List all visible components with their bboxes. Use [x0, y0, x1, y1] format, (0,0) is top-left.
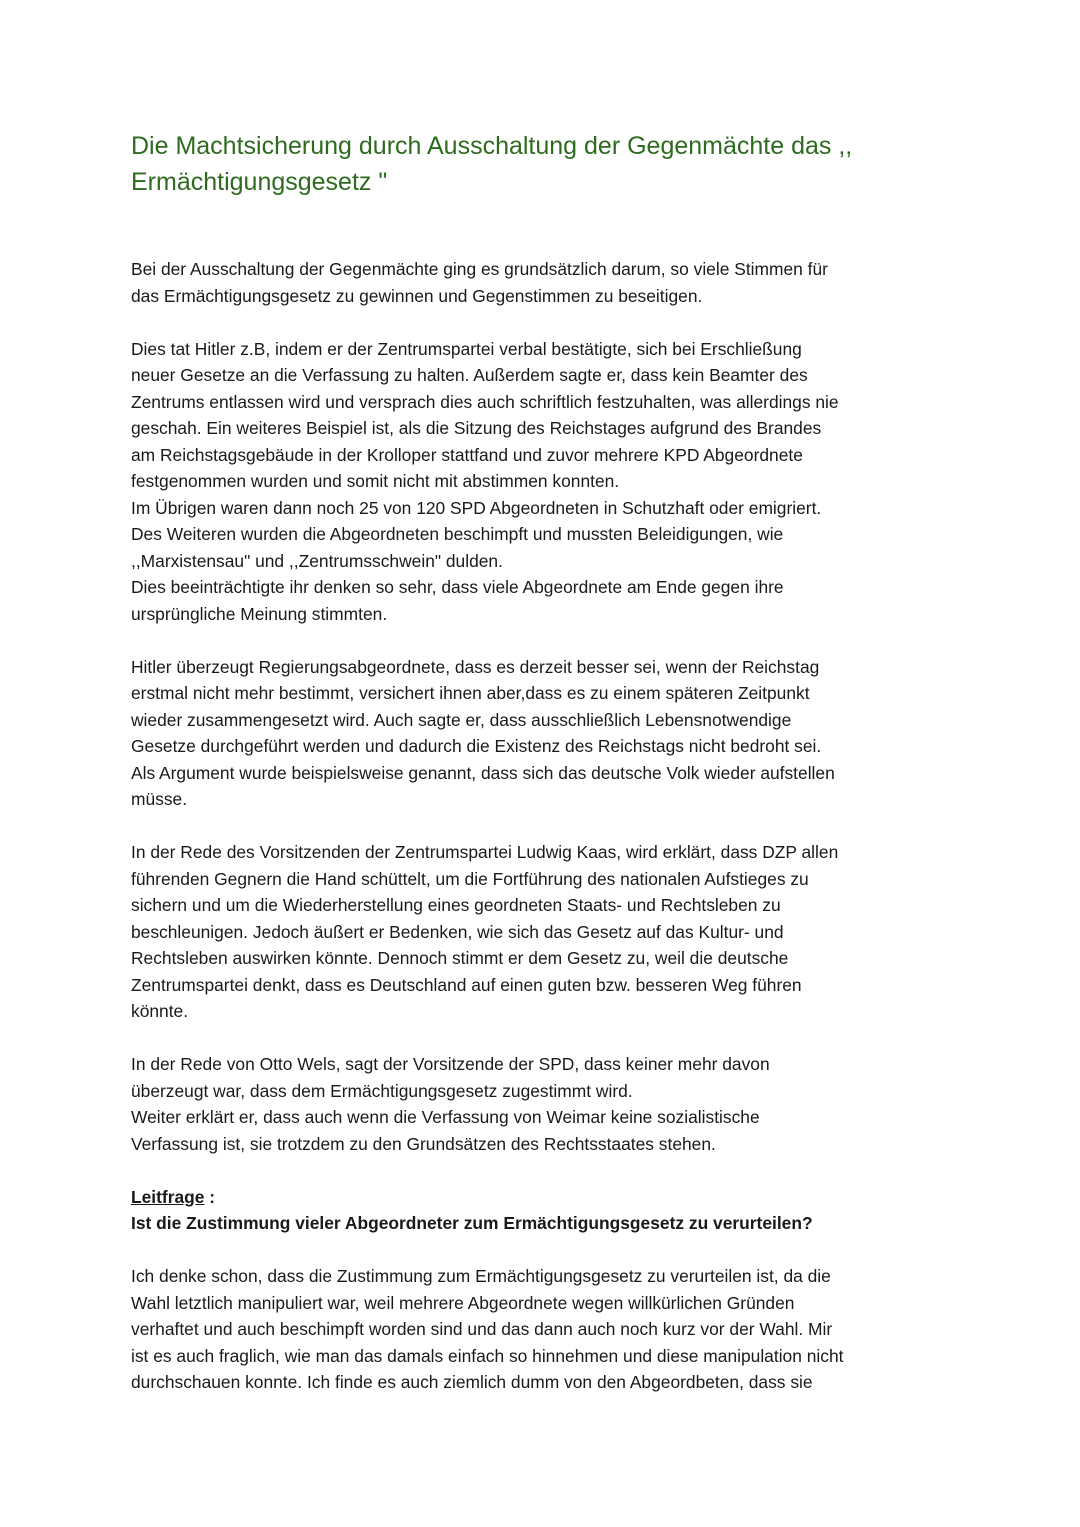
text-line: Bei der Ausschaltung der Gegenmächte ging es grundsätzlich darum, so viele Stimmen für [131, 259, 828, 279]
document-body [131, 256, 961, 1422]
text-line: In der Rede des Vorsitzenden der Zentrumspartei Ludwig Kaas, wird erklärt, dass DZP allen [131, 842, 839, 862]
paragraph-wels-speech [131, 1051, 961, 1157]
text-line: festgenommen wurden und somit nicht mit abstimmen konnten. [131, 471, 620, 491]
leitfrage-label: Leitfrage [131, 1186, 205, 1207]
text-line: Hitler überzeugt Regierungsabgeordnete, dass es derzeit besser sei, wenn der Reichstag [131, 656, 820, 677]
text-line: ,,Marxistensau" und ,,Zentrumsschwein" dulden. [131, 550, 503, 571]
text-line: In der Rede von Otto Wels, sagt der Vorsitzende der SPD, dass keiner mehr davon [131, 1054, 770, 1074]
paragraph-government-deputies [131, 654, 961, 813]
text-line: Als Argument wurde beispielsweise genannt, dass sich das deutsche Volk wieder aufstellen [131, 762, 835, 783]
text-line: Zentrums entlassen wird und versprach dies auch schriftlich festzuhalten, was allerdings nie [131, 391, 839, 412]
title-line: Die Machtsicherung durch Ausschaltung der Gegenmächte das ,, [131, 132, 853, 160]
text-line: ist es auch fraglich, wie man das damals einfach so hinnehmen und diese manipulation nicht [131, 1345, 844, 1366]
text-line: wieder zusammengesetzt wird. Auch sagte er, dass ausschließlich Lebensnotwendige [131, 709, 792, 730]
text-line: Verfassung ist, sie trotzdem zu den Grundsätzen des Rechtsstaates stehen. [131, 1133, 716, 1154]
text-line: Dies beeinträchtigte ihr denken so sehr, dass viele Abgeordnete am Ende gegen ihre [131, 577, 784, 597]
text-line: Im Übrigen waren dann noch 25 von 120 SPD Abgeordneten in Schutzhaft oder emigriert. [131, 497, 822, 518]
text-line: verhaftet und auch beschimpft worden sind und das dann auch noch kurz vor der Wahl. Mir [131, 1319, 833, 1339]
page-title [131, 128, 951, 200]
text-line: geschah. Ein weiteres Beispiel ist, als die Sitzung des Reichstages aufgrund des Brandes [131, 418, 822, 438]
leitfrage-question: Ist die Zustimmung vieler Abgeordneter zum Ermächtigungsgesetz zu verurteilen? [131, 1213, 813, 1233]
leitfrage-heading [131, 1184, 961, 1211]
paragraph-kaas-speech [131, 839, 961, 1025]
text-line: am Reichstagsgebäude in der Krolloper stattfand und zuvor mehrere KPD Abgeordnete [131, 444, 803, 465]
paragraph-hitler-measures [131, 336, 961, 628]
text-line: Ich denke schon, dass die Zustimmung zum Ermächtigungsgesetz zu verurteilen ist, da die [131, 1266, 831, 1286]
text-line: erstmal nicht mehr bestimmt, versichert ihnen aber,dass es zu einem späteren Zeitpunkt [131, 683, 810, 703]
text-line: Rechtsleben auswirken könnte. Dennoch stimmt er dem Gesetz zu, weil die deutsche [131, 948, 789, 968]
text-line: Dies tat Hitler z.B, indem er der Zentrumspartei verbal bestätigte, sich bei Erschließung [131, 338, 802, 359]
text-line: Wahl letztlich manipuliert war, weil mehrere Abgeordnete wegen willkürlichen Gründen [131, 1292, 795, 1313]
text-line: Zentrumspartei denkt, dass es Deutschland auf einen guten bzw. besseren Weg führen [131, 974, 802, 995]
text-line: sichern und um die Wiederherstellung eines geordneten Staats- und Rechtsleben zu [131, 895, 781, 915]
title-line: Ermächtigungsgesetz " [131, 168, 388, 196]
leitfrage-block [131, 1184, 961, 1237]
text-line: führenden Gegnern die Hand schüttelt, um die Fortführung des nationalen Aufstieges zu [131, 868, 809, 889]
text-line: überzeugt war, dass dem Ermächtigungsgesetz zugestimmt wird. [131, 1080, 633, 1101]
text-line: beschleunigen. Jedoch äußert er Bedenken, wie sich das Gesetz auf das Kultur- und [131, 921, 784, 942]
text-line: durchschauen konnte. Ich finde es auch ziemlich dumm von den Abgeordbeten, dass sie [131, 1372, 813, 1392]
text-line: könnte. [131, 1001, 189, 1021]
text-line: ursprüngliche Meinung stimmten. [131, 603, 388, 624]
text-line: Weiter erklärt er, dass auch wenn die Verfassung von Weimar keine sozialistische [131, 1107, 760, 1127]
text-line: müsse. [131, 789, 188, 809]
text-line: das Ermächtigungsgesetz zu gewinnen und Gegenstimmen zu beseitigen. [131, 285, 703, 306]
text-line: Gesetze durchgeführt werden und dadurch die Existenz des Reichstags nicht bedroht sei. [131, 736, 822, 756]
paragraph-answer [131, 1263, 961, 1396]
leitfrage-separator: : [204, 1186, 216, 1207]
text-line: Des Weiteren wurden die Abgeordneten beschimpft und mussten Beleidigungen, wie [131, 524, 784, 544]
text-line: neuer Gesetze an die Verfassung zu halten. Außerdem sagte er, dass kein Beamter des [131, 365, 808, 385]
paragraph-intro [131, 256, 961, 309]
